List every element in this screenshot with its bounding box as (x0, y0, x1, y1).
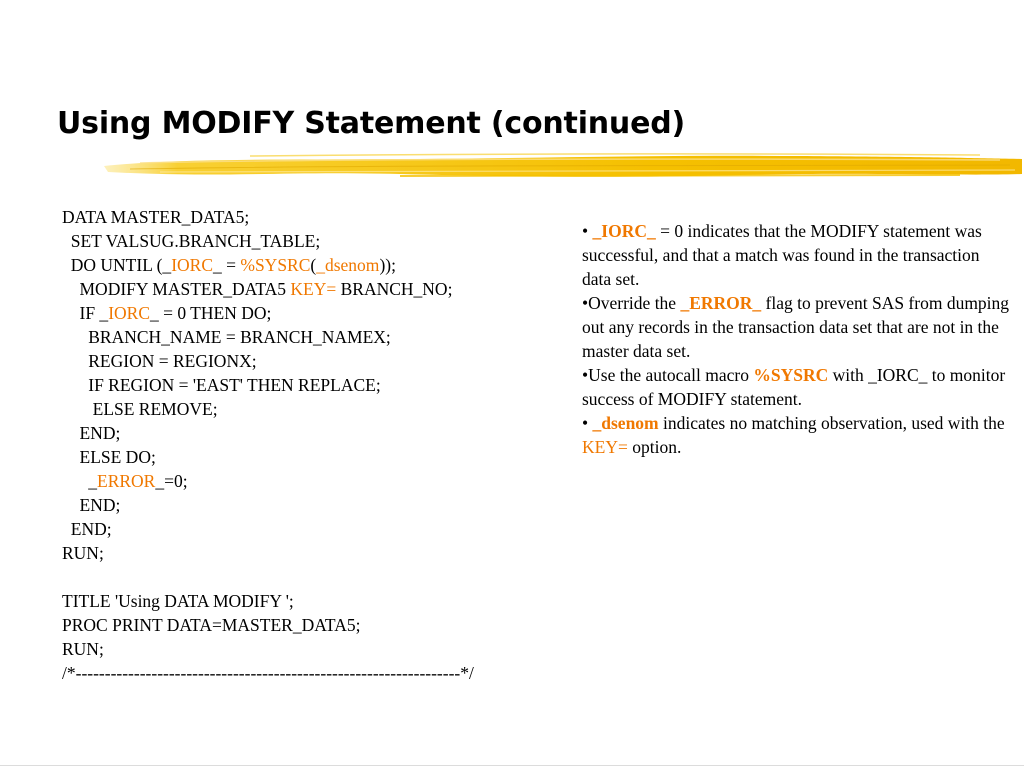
code-keyword-dsenom: _dsenom (316, 255, 380, 275)
code-keyword-error: ERROR (97, 471, 156, 491)
code-text: _=0; (155, 471, 188, 491)
code-text: _ = (213, 255, 241, 275)
code-line: END; (62, 519, 112, 539)
explanation-bullets (582, 219, 1012, 459)
code-line: REGION = REGIONX; (62, 351, 257, 371)
sas-code-block (62, 205, 474, 685)
code-line: SET VALSUG.BRANCH_TABLE; (62, 231, 321, 251)
code-keyword-key: KEY= (290, 279, 337, 299)
code-text: BRANCH_NO; (336, 279, 453, 299)
code-text: )); (379, 255, 396, 275)
code-text: _ (62, 471, 97, 491)
bullet-text: with _IORC_ to monitor success of MODIFY statement. (582, 365, 1006, 409)
code-line: ELSE REMOVE; (62, 399, 218, 419)
code-keyword-iorc: IORC (171, 255, 213, 275)
code-keyword-iorc: IORC (108, 303, 150, 323)
code-line: TITLE 'Using DATA MODIFY '; (62, 591, 294, 611)
bullet-marker: • (582, 413, 593, 433)
code-line: DATA MASTER_DATA5; (62, 207, 250, 227)
bullet-text: = 0 indicates that the MODIFY statement was successful, and that a match was found in the transaction data set. (582, 221, 982, 289)
bullet-sysrc (582, 363, 1012, 411)
code-text: MODIFY MASTER_DATA5 (62, 279, 291, 299)
bullet-marker: •Use the autocall macro (582, 365, 754, 385)
code-line: PROC PRINT DATA=MASTER_DATA5; (62, 615, 361, 635)
code-line: END; (62, 495, 121, 515)
bullet-keyword-key: KEY= (582, 437, 628, 457)
yellow-brush-underline (100, 150, 1024, 184)
code-line (62, 469, 474, 493)
code-comment-line: /*------------------------------------------------------------------*/ (62, 663, 474, 683)
code-line: RUN; (62, 639, 104, 659)
bullet-text: option. (627, 437, 682, 457)
code-blank-line (62, 565, 474, 589)
code-text: DO UNTIL (_ (62, 255, 172, 275)
code-keyword-sysrc: %SYSRC (240, 255, 311, 275)
bullet-dsenom (582, 411, 1012, 459)
bullet-keyword: _IORC_ (592, 221, 656, 241)
bullet-keyword: %SYSRC (753, 365, 829, 385)
bullet-iorc (582, 219, 1012, 291)
code-line (62, 277, 474, 301)
bullet-text: flag to prevent SAS from dumping out any records in the transaction data set that are not in the master data set. (582, 293, 1010, 361)
code-line (62, 253, 474, 277)
bottom-divider (0, 765, 1024, 766)
code-line: IF REGION = 'EAST' THEN REPLACE; (62, 375, 381, 395)
code-line: BRANCH_NAME = BRANCH_NAMEX; (62, 327, 391, 347)
bullet-marker: • (582, 221, 593, 241)
bullet-error (582, 291, 1012, 363)
bullet-keyword: _ERROR_ (680, 293, 762, 313)
bullet-keyword: _dsenom (592, 413, 659, 433)
code-text: _ = 0 THEN DO; (150, 303, 272, 323)
code-line: END; (62, 423, 121, 443)
bullet-marker: •Override the (582, 293, 681, 313)
code-text: ( (310, 255, 317, 275)
code-line: RUN; (62, 543, 104, 563)
code-line: ELSE DO; (62, 447, 156, 467)
slide-title: Using MODIFY Statement (continued) (57, 106, 686, 141)
code-line (62, 301, 474, 325)
code-text: IF _ (62, 303, 109, 323)
bullet-text: indicates no matching observation, used with the (658, 413, 1005, 433)
